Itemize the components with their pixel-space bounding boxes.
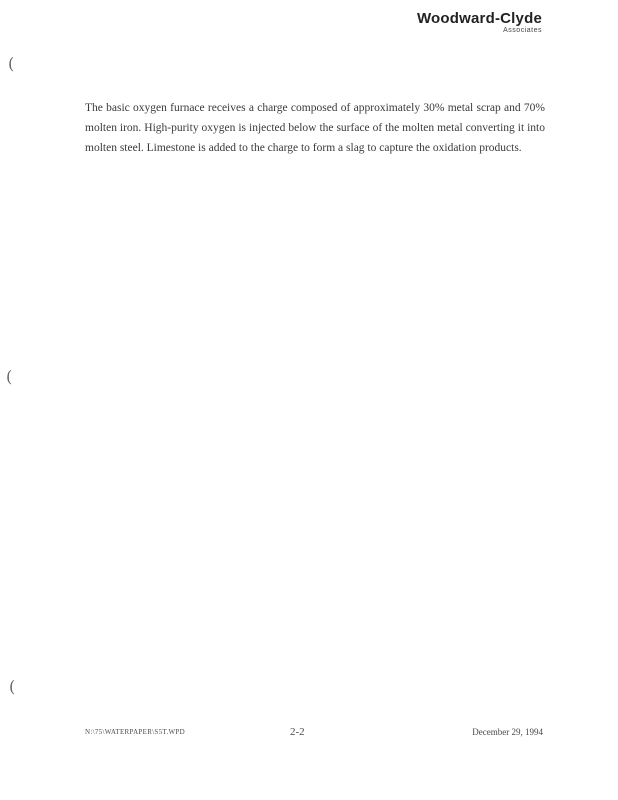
company-logo [417, 10, 542, 35]
punch-hole-mark-icon: ( [9, 677, 16, 696]
footer-file-path: N:\75\WATERPAPER\S5T.WPD [85, 728, 185, 736]
footer-page-number: 2-2 [290, 726, 305, 738]
logo-tagline: Associates [503, 27, 542, 34]
footer-date: December 29, 1994 [472, 727, 543, 737]
page-footer [85, 726, 543, 742]
logo-name: Woodward-Clyde [416, 10, 542, 27]
punch-hole-mark-icon: ( [6, 367, 13, 386]
punch-hole-mark-icon: ( [8, 54, 15, 73]
body-paragraph: The basic oxygen furnace receives a charge composed of approximately 30% metal scrap and 70% molten iron. High-purity oxygen is injected below the surface of the molten metal converting it into molten steel. Limestone is added to the charge to form a slag to capture the oxidation products. [85, 102, 545, 154]
